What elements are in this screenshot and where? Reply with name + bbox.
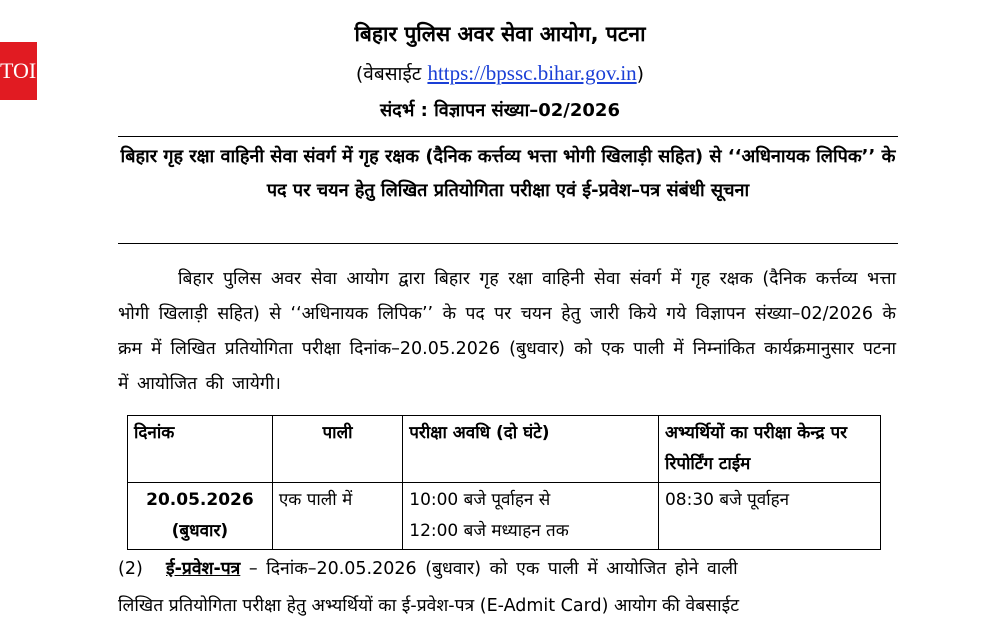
website-suffix: ) [636, 63, 645, 85]
toi-badge: TOI [0, 42, 37, 100]
notice-paragraph-1: बिहार पुलिस अवर सेवा आयोग द्वारा बिहार गृह रक्षा वाहिनी सेवा संवर्ग में गृह रक्षक (दैनिक कर्त्तव्य भत्ता भोगी खिलाड़ी सहित) से ‘‘अधिनायक लिपिक’’ के पद पर चयन हेतु जारी किये गये विज्ञापन संख्या–02/2026 के क्रम में लिखित प्रतियोगिता परीक्षा दिनांक–20.05.2026 (बुधवार) को एक पाली में निम्नांकित कार्यक्रमानुसार पटना में आयोजित की जायेगी। [118, 269, 896, 394]
website-prefix: (वेबसाईट [355, 63, 422, 85]
paragraph-2-text: – दिनांक–20.05.2026 (बुधवार) को एक पाली में आयोजित होने वाली [240, 559, 738, 579]
exam-date: 20.05.2026 [146, 490, 254, 510]
duration-end: 12:00 बजे मध्याहन तक [409, 521, 569, 541]
table-header-row [128, 416, 881, 483]
cell-reporting: 08:30 बजे पूर्वाहन [658, 483, 880, 550]
cell-shift: एक पाली में [272, 483, 402, 550]
paragraph-2-next-line: लिखित प्रतियोगिता परीक्षा हेतु अभ्यर्थियों का ई-प्रवेश-पत्र (E-Admit Card) आयोग की वेबसाईट [118, 596, 740, 616]
bottom-divider [118, 243, 898, 244]
header-date: दिनांक [128, 416, 273, 483]
reference-line: संदर्भ : विज्ञापन संख्या–02/2026 [380, 100, 620, 121]
duration-start: 10:00 बजे पूर्वाहन से [409, 490, 551, 510]
commission-title: बिहार पुलिस अवर सेवा आयोग, पटना [354, 22, 646, 46]
header-shift: पाली [272, 416, 402, 483]
cell-duration [403, 483, 659, 550]
notice-subject: बिहार गृह रक्षा वाहिनी सेवा संवर्ग में गृह रक्षक (दैनिक कर्त्तव्य भत्ता भोगी खिलाड़ी सहित) से ‘‘अधिनायक लिपिक’’ के पद पर चयन हेतु लिखित प्रतियोगिता परीक्षा एवं ई-प्रवेश–पत्र संबंधी सूचना [120, 146, 896, 201]
website-line [0, 60, 1000, 86]
header-reporting: अभ्यर्थियों का परीक्षा केन्द्र पर रिपोर्टिंग टाईम [658, 416, 880, 483]
exam-day: (बुधवार) [171, 521, 229, 541]
header-duration: परीक्षा अवधि (दो घंटे) [403, 416, 659, 483]
exam-schedule-table [127, 415, 881, 550]
paragraph-number: (2) [118, 559, 143, 579]
cell-date [128, 483, 273, 550]
table-row [128, 483, 881, 550]
e-admit-heading: ई-प्रवेश-पत्र [166, 559, 241, 579]
top-divider [118, 136, 898, 137]
notice-paragraph-2 [118, 552, 896, 587]
website-link[interactable]: https://bpssc.bihar.gov.in [427, 61, 637, 85]
